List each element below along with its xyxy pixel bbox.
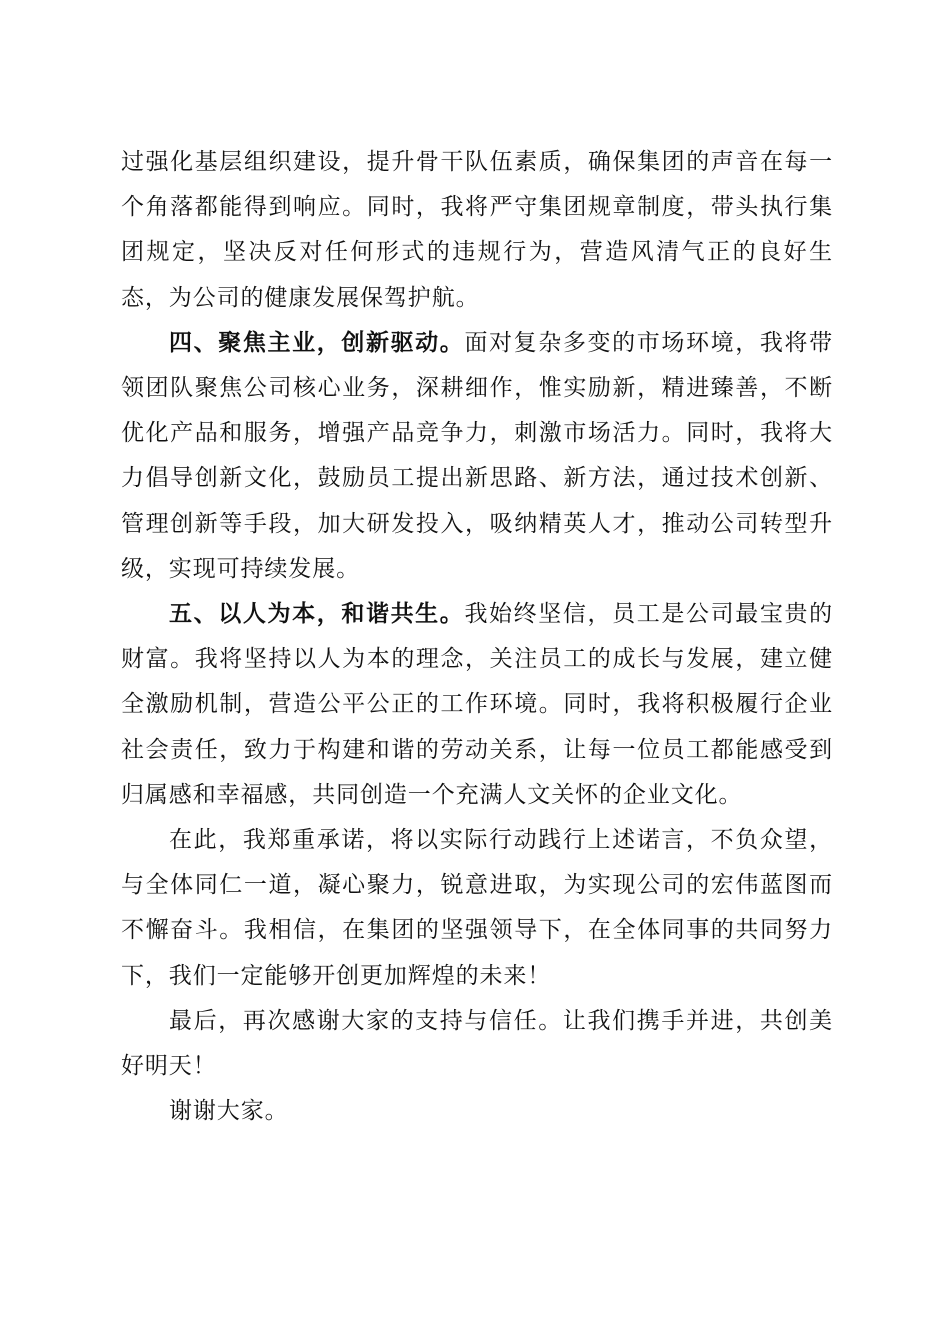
paragraph-text: 过强化基层组织建设，提升骨干队伍素质，确保集团的声音在每一个角落都能得到响应。同时，我将严守集团规章制度，带头执行集团规定，坚决反对任何形式的违规行为，营造风清气正的良好生态，为公司的健康发展保驾护航。 xyxy=(121,149,833,311)
paragraph-section-five xyxy=(121,592,833,818)
paragraph-section-four xyxy=(121,321,833,592)
paragraph-text: 面对复杂多变的市场环境，我将带领团队聚焦公司核心业务，深耕细作，惟实励新，精进臻善，不断优化产品和服务，增强产品竞争力，刺激市场活力。同时，我将大力倡导创新文化，鼓励员工提出新思路、新方法，通过技术创新、管理创新等手段，加大研发投入，吸纳精英人才，推动公司转型升级，实现可持续发展。 xyxy=(121,329,833,582)
paragraph-thanks xyxy=(121,1089,833,1134)
section-heading: 四、聚焦主业，创新驱动。 xyxy=(169,329,465,356)
paragraph-text: 最后，再次感谢大家的支持与信任。让我们携手并进，共创美好明天！ xyxy=(121,1007,833,1080)
paragraph-text: 谢谢大家。 xyxy=(169,1098,289,1125)
paragraph-text: 在此，我郑重承诺，将以实际行动践行上述诺言，不负众望，与全体同仁一道，凝心聚力，锐意进取，为实现公司的宏伟蓝图而不懈奋斗。我相信，在集团的坚强领导下，在全体同事的共同努力下，我们一定能够开创更加辉煌的未来！ xyxy=(121,827,833,989)
paragraph-text: 我始终坚信，员工是公司最宝贵的财富。我将坚持以人为本的理念，关注员工的成长与发展，建立健全激励机制，营造公平公正的工作环境。同时，我将积极履行企业社会责任，致力于构建和谐的劳动关系，让每一位员工都能感受到归属感和幸福感，共同创造一个充满人文关怀的企业文化。 xyxy=(121,601,833,808)
document-body xyxy=(121,140,833,1134)
paragraph-commitment xyxy=(121,818,833,999)
paragraph-continuation xyxy=(121,140,833,321)
section-heading: 五、以人为本，和谐共生。 xyxy=(169,601,465,628)
paragraph-closing xyxy=(121,999,833,1089)
